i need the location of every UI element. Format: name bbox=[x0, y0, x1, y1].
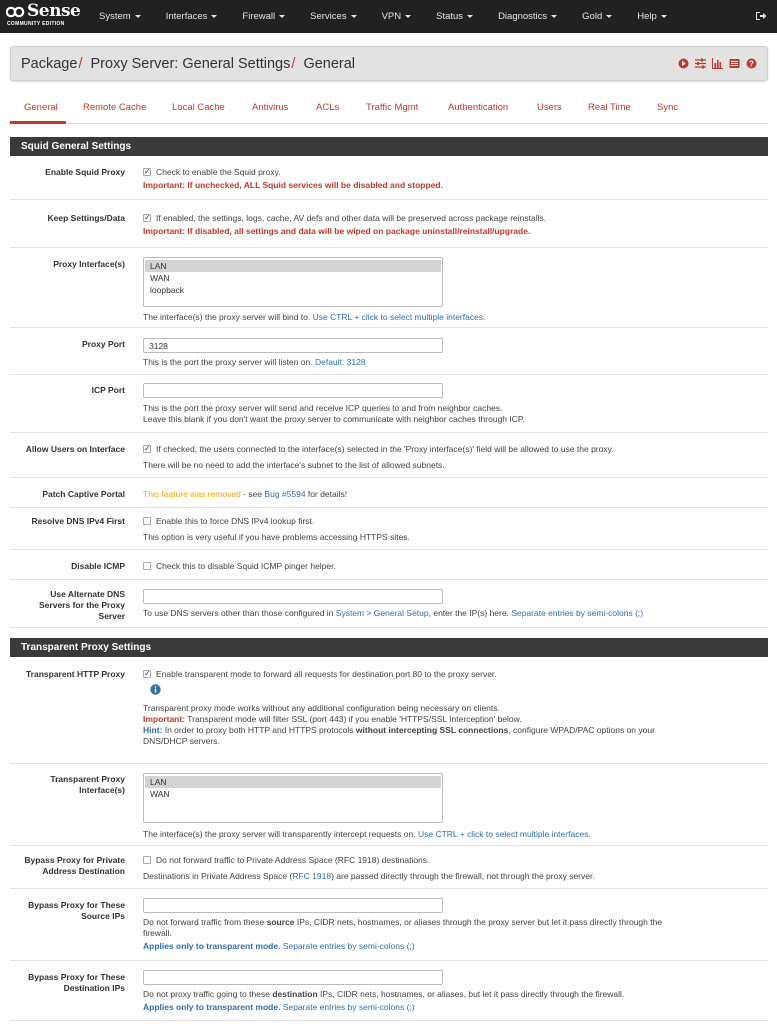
field-label-line: Bypass Proxy for Private bbox=[24, 855, 125, 865]
help-text: IPs, CIDR nets, hostnames, or aliases through the proxy server but let it pass directly through the bbox=[294, 917, 663, 927]
tab-real-time[interactable]: Real Time bbox=[588, 102, 631, 113]
row-icp-port bbox=[10, 375, 768, 433]
hint-text: , configure WPAD/PAC options on your bbox=[508, 725, 655, 735]
field-label: Resolve DNS IPv4 First bbox=[31, 516, 125, 526]
icp-port-input[interactable] bbox=[143, 383, 443, 398]
list-alt-icon[interactable] bbox=[729, 58, 740, 69]
menu-help[interactable] bbox=[637, 11, 667, 22]
help-link: Separate entries by semi-colons (;) bbox=[511, 608, 644, 618]
field-label-line: Destination IPs bbox=[63, 983, 125, 993]
main-menu bbox=[99, 0, 667, 33]
field-label-line: Bypass Proxy for These bbox=[28, 900, 125, 910]
menu-gold[interactable] bbox=[582, 11, 612, 22]
important-text: If unchecked, ALL Squid services will be disabled and stopped. bbox=[187, 180, 443, 190]
help-text: IPs, CIDR nets, hostnames, or aliases, but let it pass directly through the firewall. bbox=[317, 989, 625, 999]
sliders-icon[interactable] bbox=[695, 58, 706, 69]
removed-notice: This feature was removed bbox=[143, 489, 241, 499]
help-text: Do not proxy traffic going to these bbox=[143, 989, 273, 999]
help-bold: destination bbox=[272, 989, 318, 999]
page-title bbox=[21, 56, 355, 72]
help-text: This is the port the proxy server will send and receive ICP queries to and from neighbor caches. bbox=[143, 403, 503, 413]
breadcrumb-separator: / bbox=[78, 56, 83, 72]
field-label-line: Use Alternate DNS bbox=[50, 589, 125, 599]
applies-note: Applies only to transparent mode. bbox=[143, 941, 281, 951]
important-text: If disabled, all settings and data will be wiped on package uninstall/reinstall/upgrade. bbox=[187, 226, 531, 236]
menu-label: Diagnostics bbox=[498, 11, 548, 22]
play-circle-icon[interactable] bbox=[678, 58, 689, 69]
row-bypass-source bbox=[10, 889, 768, 961]
menu-label: Help bbox=[637, 11, 657, 22]
breadcrumb bbox=[10, 46, 768, 81]
breadcrumb-proxy-server[interactable]: Proxy Server: General Settings bbox=[90, 56, 291, 72]
field-label-line: Servers for the Proxy bbox=[39, 600, 125, 610]
checkbox-text: Enable this to force DNS IPv4 lookup first. bbox=[156, 516, 315, 526]
logo-text: Sense bbox=[27, 1, 81, 21]
caret-down-icon bbox=[211, 15, 217, 18]
listbox-option[interactable]: LAN bbox=[145, 776, 441, 788]
bar-chart-icon[interactable] bbox=[712, 58, 723, 69]
row-bypass-destination bbox=[10, 961, 768, 1021]
row-keep-settings bbox=[10, 200, 768, 248]
section-header-transparent: Transparent Proxy Settings bbox=[10, 638, 768, 657]
checkbox-text: Check to enable the Squid proxy. bbox=[156, 167, 281, 177]
menu-label: Interfaces bbox=[165, 11, 208, 22]
field-value bbox=[143, 489, 763, 500]
field-value bbox=[143, 669, 763, 747]
row-patch-captive bbox=[10, 478, 768, 508]
menu-services[interactable] bbox=[310, 11, 356, 22]
caret-down-icon bbox=[135, 15, 141, 18]
row-enable-squid bbox=[10, 156, 768, 200]
top-navbar bbox=[0, 0, 777, 33]
disable-icmp-checkbox[interactable] bbox=[143, 562, 151, 570]
listbox-option[interactable]: LAN bbox=[145, 260, 441, 272]
tab-users[interactable]: Users bbox=[537, 102, 562, 113]
menu-label: Firewall bbox=[242, 11, 276, 22]
help-text: The interface(s) the proxy server will bind to. bbox=[143, 312, 311, 322]
listbox-option[interactable]: WAN bbox=[150, 273, 170, 283]
field-value bbox=[143, 970, 763, 1013]
field-value bbox=[143, 213, 763, 237]
field-value bbox=[143, 444, 763, 471]
row-allow-users bbox=[10, 433, 768, 478]
menu-diagnostics[interactable] bbox=[498, 11, 557, 22]
row-transparent-http bbox=[10, 657, 768, 764]
notice-text: - see bbox=[240, 489, 265, 499]
breadcrumb-separator: / bbox=[291, 56, 296, 72]
field-label-line: Bypass Proxy for These bbox=[28, 972, 125, 982]
bug-link[interactable]: Bug #5594 bbox=[264, 489, 306, 499]
field-value bbox=[143, 561, 763, 572]
field-label: Transparent HTTP Proxy bbox=[25, 669, 125, 679]
field-label-line: Transparent Proxy bbox=[50, 774, 125, 784]
separator-note: Separate entries by semi-colons (;) bbox=[282, 941, 415, 951]
caret-down-icon bbox=[351, 15, 357, 18]
separator-note: Separate entries by semi-colons (;) bbox=[282, 1002, 415, 1012]
field-label: Enable Squid Proxy bbox=[45, 167, 125, 177]
field-label: ICP Port bbox=[91, 385, 125, 395]
tab-antivirus[interactable]: Antivirus bbox=[252, 102, 289, 113]
important-text: Transparent mode will filter SSL (port 443) if you enable 'HTTPS/SSL Interception' below. bbox=[187, 714, 522, 724]
section-header-squid: Squid General Settings bbox=[10, 137, 768, 156]
row-disable-icmp bbox=[10, 550, 768, 580]
menu-label: Services bbox=[310, 11, 347, 22]
field-value bbox=[143, 773, 763, 840]
bypass-destination-input[interactable] bbox=[143, 970, 443, 985]
help-text: Leave this blank if you don't want the proxy server to communicate with neighbor caches through ICP. bbox=[143, 414, 525, 424]
help-link[interactable]: Use CTRL + click to select multiple interfaces. bbox=[417, 829, 591, 839]
breadcrumb-general: General bbox=[303, 56, 356, 72]
help-text: To use DNS servers other than those configured in bbox=[143, 608, 336, 618]
caret-down-icon bbox=[279, 15, 285, 18]
important-label: Important: bbox=[143, 180, 186, 190]
row-proxy-port bbox=[10, 328, 768, 375]
field-label-line: Source IPs bbox=[81, 911, 125, 921]
enable-squid-checkbox[interactable] bbox=[143, 168, 151, 176]
checkbox-text: Enable transparent mode to forward all requests for destination port 80 to the proxy server. bbox=[156, 669, 497, 679]
menu-label: Gold bbox=[582, 11, 603, 22]
applies-note: Applies only to transparent mode. bbox=[143, 1002, 281, 1012]
transparent-http-checkbox[interactable] bbox=[143, 670, 151, 678]
tab-general[interactable]: General bbox=[24, 102, 58, 113]
checkbox-text: If enabled, the settings, logs, cache, AV defs and other data will be preserved across package reinstalls. bbox=[156, 213, 547, 223]
help-text: The interface(s) the proxy server will transparently intercept requests on. bbox=[143, 829, 416, 839]
tab-local-cache[interactable]: Local Cache bbox=[172, 102, 225, 113]
pfsense-logo-icon bbox=[6, 5, 26, 19]
transparent-interfaces-listbox[interactable] bbox=[143, 773, 443, 823]
field-label-line: Address Destination bbox=[42, 866, 125, 876]
field-label bbox=[10, 855, 125, 877]
important-label: Important: bbox=[143, 226, 186, 236]
important-label: Important: bbox=[143, 714, 186, 724]
field-value bbox=[143, 167, 763, 191]
tab-traffic-mgmt[interactable]: Traffic Mgmt bbox=[366, 102, 419, 113]
help-bold: source bbox=[266, 917, 295, 927]
help-text: Destinations in Private Address Space ( bbox=[143, 871, 293, 881]
caret-down-icon bbox=[606, 15, 612, 18]
caret-down-icon bbox=[661, 15, 667, 18]
row-dns-ipv4 bbox=[10, 508, 768, 550]
row-transparent-interfaces bbox=[10, 764, 768, 846]
field-value bbox=[143, 516, 763, 543]
caret-down-icon bbox=[405, 15, 411, 18]
pfsense-logo[interactable] bbox=[6, 3, 84, 31]
help-circle-icon[interactable] bbox=[746, 58, 757, 69]
alternate-dns-input[interactable] bbox=[143, 589, 443, 604]
proxy-port-input[interactable]: 3128 bbox=[143, 338, 443, 353]
rfc1918-link[interactable]: RFC 1918 bbox=[292, 871, 332, 881]
field-label: Disable ICMP bbox=[71, 561, 125, 571]
allow-users-checkbox[interactable] bbox=[143, 445, 151, 453]
field-label bbox=[10, 589, 125, 622]
tab-acls[interactable]: ACLs bbox=[316, 102, 340, 113]
help-text: Do not forward traffic from these bbox=[143, 917, 267, 927]
menu-status[interactable] bbox=[436, 11, 473, 22]
checkbox-text: Check this to disable Squid ICMP pinger helper. bbox=[156, 561, 336, 571]
menu-label: Status bbox=[436, 11, 464, 22]
help-text: ) are passed directly through the firewall, not through the proxy server. bbox=[331, 871, 595, 881]
breadcrumb-icons bbox=[672, 58, 757, 69]
hint-bold: without intercepting SSL connections bbox=[355, 725, 509, 735]
field-label-line: Server bbox=[98, 611, 125, 621]
tab-remote-cache[interactable]: Remote Cache bbox=[83, 102, 147, 113]
bypass-private-checkbox[interactable] bbox=[143, 856, 151, 864]
menu-label: System bbox=[99, 11, 131, 22]
help-text: Transparent proxy mode works without any additional configuration being necessary on clients. bbox=[143, 703, 500, 713]
field-value bbox=[143, 257, 763, 323]
field-label-line: Interface(s) bbox=[79, 785, 125, 795]
help-link[interactable]: Use CTRL + click to select multiple interfaces. bbox=[312, 312, 486, 322]
tab-sync[interactable]: Sync bbox=[657, 102, 679, 113]
field-value bbox=[143, 589, 763, 619]
field-value bbox=[143, 338, 763, 368]
caret-down-icon bbox=[551, 15, 557, 18]
breadcrumb-package[interactable]: Package bbox=[21, 56, 78, 72]
field-label bbox=[10, 972, 125, 994]
field-label: Keep Settings/Data bbox=[47, 213, 125, 223]
field-label bbox=[10, 900, 125, 922]
menu-vpn[interactable] bbox=[382, 11, 412, 22]
general-setup-link[interactable]: System > General Setup bbox=[335, 608, 429, 618]
menu-interfaces[interactable] bbox=[166, 11, 218, 22]
active-tab-indicator bbox=[10, 121, 66, 124]
help-text: This option is very useful if you have problems accessing HTTPS sites. bbox=[143, 532, 410, 542]
menu-firewall[interactable] bbox=[242, 11, 285, 22]
field-label: Allow Users on Interface bbox=[25, 444, 125, 454]
menu-system[interactable] bbox=[99, 11, 141, 22]
field-value bbox=[143, 383, 763, 425]
tab-authentication[interactable]: Authentication bbox=[448, 102, 509, 113]
proxy-interfaces-listbox[interactable] bbox=[143, 257, 443, 307]
hint-text: DNS/DHCP servers. bbox=[143, 736, 220, 746]
logo-edition: COMMUNITY EDITION bbox=[7, 21, 65, 27]
logout-icon[interactable] bbox=[755, 10, 767, 22]
notice-text: for details! bbox=[305, 489, 348, 499]
checkbox-text: Do not forward traffic to Private Address Space (RFC 1918) destinations. bbox=[156, 855, 430, 865]
help-text: This is the port the proxy server will listen on. bbox=[143, 357, 313, 367]
field-value bbox=[143, 855, 763, 882]
field-value bbox=[143, 898, 763, 952]
hint-text: In order to proxy both HTTP and HTTPS protocols bbox=[164, 725, 356, 735]
checkbox-text: If checked, the users connected to the interface(s) selected in the 'Proxy interface(s)' field will be allowed to use the proxy. bbox=[156, 444, 614, 454]
hint-label: Hint: bbox=[143, 725, 163, 735]
listbox-option[interactable]: loopback bbox=[150, 285, 185, 295]
field-label: Proxy Interface(s) bbox=[53, 259, 125, 269]
bypass-source-input[interactable] bbox=[143, 898, 443, 913]
row-proxy-interfaces bbox=[10, 248, 768, 328]
row-bypass-private bbox=[10, 846, 768, 889]
caret-down-icon bbox=[467, 15, 473, 18]
help-text: , enter the IP(s) here. bbox=[428, 608, 512, 618]
field-label: Patch Captive Portal bbox=[42, 489, 125, 499]
svg-text:?: ? bbox=[749, 59, 754, 69]
field-label: Proxy Port bbox=[82, 339, 125, 349]
help-text: firewall. bbox=[143, 928, 172, 938]
help-link[interactable]: Default: 3128 bbox=[314, 357, 366, 367]
field-label bbox=[10, 774, 125, 796]
listbox-option[interactable]: WAN bbox=[150, 789, 170, 799]
dns-ipv4-checkbox[interactable] bbox=[143, 517, 151, 525]
keep-settings-checkbox[interactable] bbox=[143, 214, 151, 222]
menu-label: VPN bbox=[381, 11, 402, 22]
row-alternate-dns bbox=[10, 580, 768, 628]
tab-bar bbox=[10, 98, 768, 124]
help-text: There will be no need to add the interface's subnet to the list of allowed subnets. bbox=[143, 460, 445, 470]
info-circle-icon[interactable] bbox=[150, 684, 161, 695]
